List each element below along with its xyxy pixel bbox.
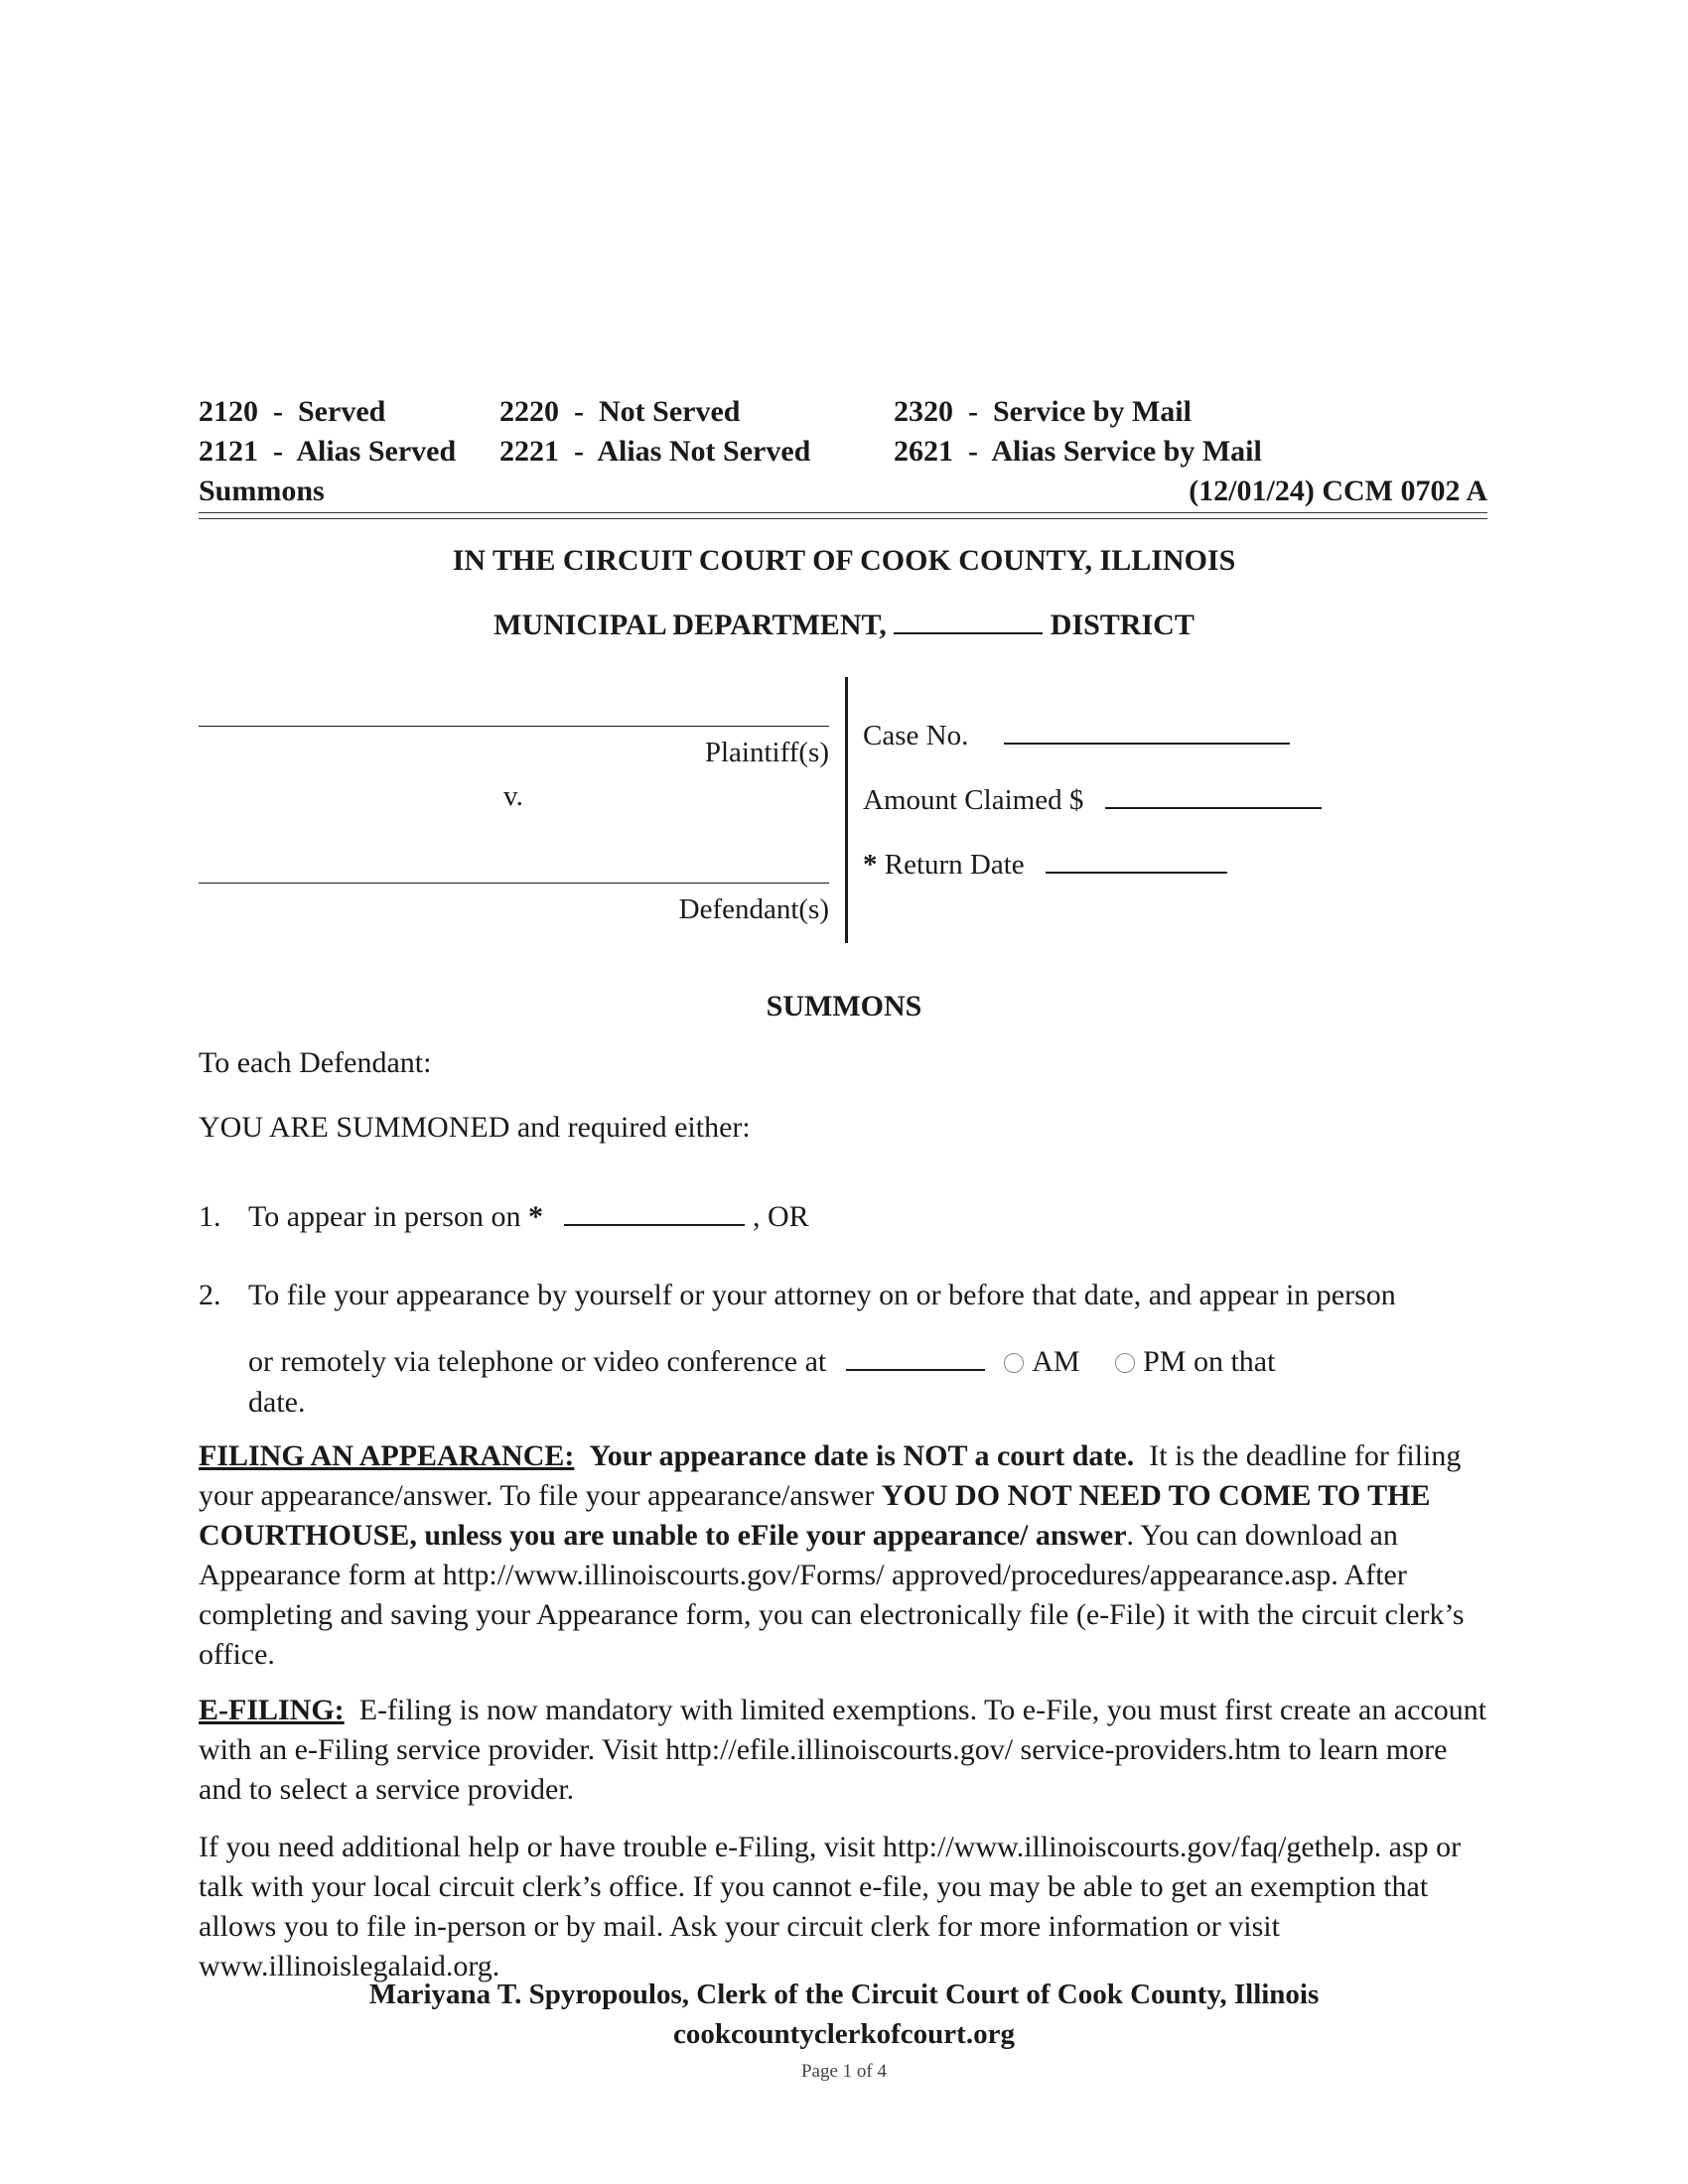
efiling-heading: E-FILING:: [199, 1694, 345, 1726]
district-field[interactable]: [894, 632, 1043, 634]
item-2-number: 2.: [199, 1279, 221, 1311]
plaintiff-label: Plaintiff(s): [704, 737, 829, 768]
defendant-line[interactable]: [199, 883, 829, 884]
item-2-line-2: or remotely via telephone or video conference at AM PM on that: [248, 1345, 1276, 1378]
header-rule-bottom: [199, 518, 1487, 519]
return-date-row: * Return Date: [863, 849, 1227, 882]
filing-appearance-paragraph: FILING AN APPEARANCE: Your appearance date is NOT a court date. It is the deadline for filing your appearance/answer. To file your appearance/answer YOU DO NOT NEED TO COME TO THE COURTHOUSE, unless you are unable to eFile your appearance/ answer. You can download an Appearance form at http://www.illinoiscourts.gov/Forms/ approved/procedures/appearance.asp. After completing and saving your Appearance form, you can electronically file (e-File) it with the circuit clerk’s office.: [199, 1439, 1465, 1671]
item-2-line-3: date.: [248, 1386, 306, 1419]
versus-label: v.: [503, 780, 523, 812]
help-paragraph: If you need additional help or have trouble e-Filing, visit http://www.illinoiscourts.gov/faq/gethelp. asp or talk with your local circuit clerk’s office. If you cannot e-file, you may be able to get an exemption that allows you to file in-person or by mail. Ask your circuit clerk for more information or visit www.illinoislegalaid.org.: [199, 1831, 1462, 1982]
code-row-1a: 2120 - Served: [199, 395, 386, 428]
court-title: IN THE CIRCUIT COURT OF COOK COUNTY, ILLINOIS: [452, 544, 1236, 577]
you-are-summoned: YOU ARE SUMMONED and required either:: [199, 1111, 751, 1144]
code-row-1b: 2220 - Not Served: [499, 395, 741, 428]
code-row-2b: 2221 - Alias Not Served: [499, 435, 811, 468]
to-each-defendant: To each Defendant:: [199, 1046, 432, 1079]
clerk-name: Mariyana T. Spyropoulos, Clerk of the Circuit Court of Cook County, Illinois: [368, 1979, 1320, 2010]
case-no-field[interactable]: [1004, 743, 1290, 745]
code-row-1c: 2320 - Service by Mail: [894, 395, 1192, 428]
header-rule-top: [199, 512, 1487, 513]
filing-heading: FILING AN APPEARANCE:: [199, 1439, 575, 1472]
code-row-2a: 2121 - Alias Served: [199, 435, 457, 468]
return-date-field[interactable]: [1046, 872, 1227, 874]
am-radio[interactable]: [1004, 1353, 1024, 1373]
efiling-paragraph: E-FILING: E-filing is now mandatory with limited exemptions. To e-File, you must first create an account with an e-Filing service provider. Visit http://efile.illinoiscourts.gov/ service-providers.htm to learn more and to select a service provider.: [199, 1694, 1487, 1806]
form-id: (12/01/24) CCM 0702 A: [1189, 475, 1487, 507]
code-row-2c: 2621 - Alias Service by Mail: [894, 435, 1262, 468]
appear-date-field[interactable]: [564, 1224, 745, 1226]
case-no-row: Case No.: [863, 720, 1290, 752]
defendant-label: Defendant(s): [678, 893, 829, 925]
amount-field[interactable]: [1105, 807, 1322, 809]
department-line: MUNICIPAL DEPARTMENT, DISTRICT: [493, 609, 1195, 641]
item-2-line-1: To file your appearance by yourself or your attorney on or before that date, and appear in person: [248, 1279, 1396, 1311]
page-number: Page 1 of 4: [800, 2061, 887, 2082]
pm-radio[interactable]: [1115, 1353, 1135, 1373]
summons-title: SUMMONS: [766, 990, 922, 1023]
item-1-number: 1.: [199, 1200, 221, 1233]
amount-row: Amount Claimed $: [863, 784, 1322, 817]
caption-divider: [845, 677, 848, 943]
item-1: To appear in person on * , OR: [248, 1200, 809, 1233]
clerk-website: cookcountyclerkofcourt.org: [673, 2018, 1015, 2050]
conference-time-field[interactable]: [846, 1369, 985, 1371]
doc-type: Summons: [199, 475, 325, 507]
plaintiff-line[interactable]: [199, 726, 829, 727]
